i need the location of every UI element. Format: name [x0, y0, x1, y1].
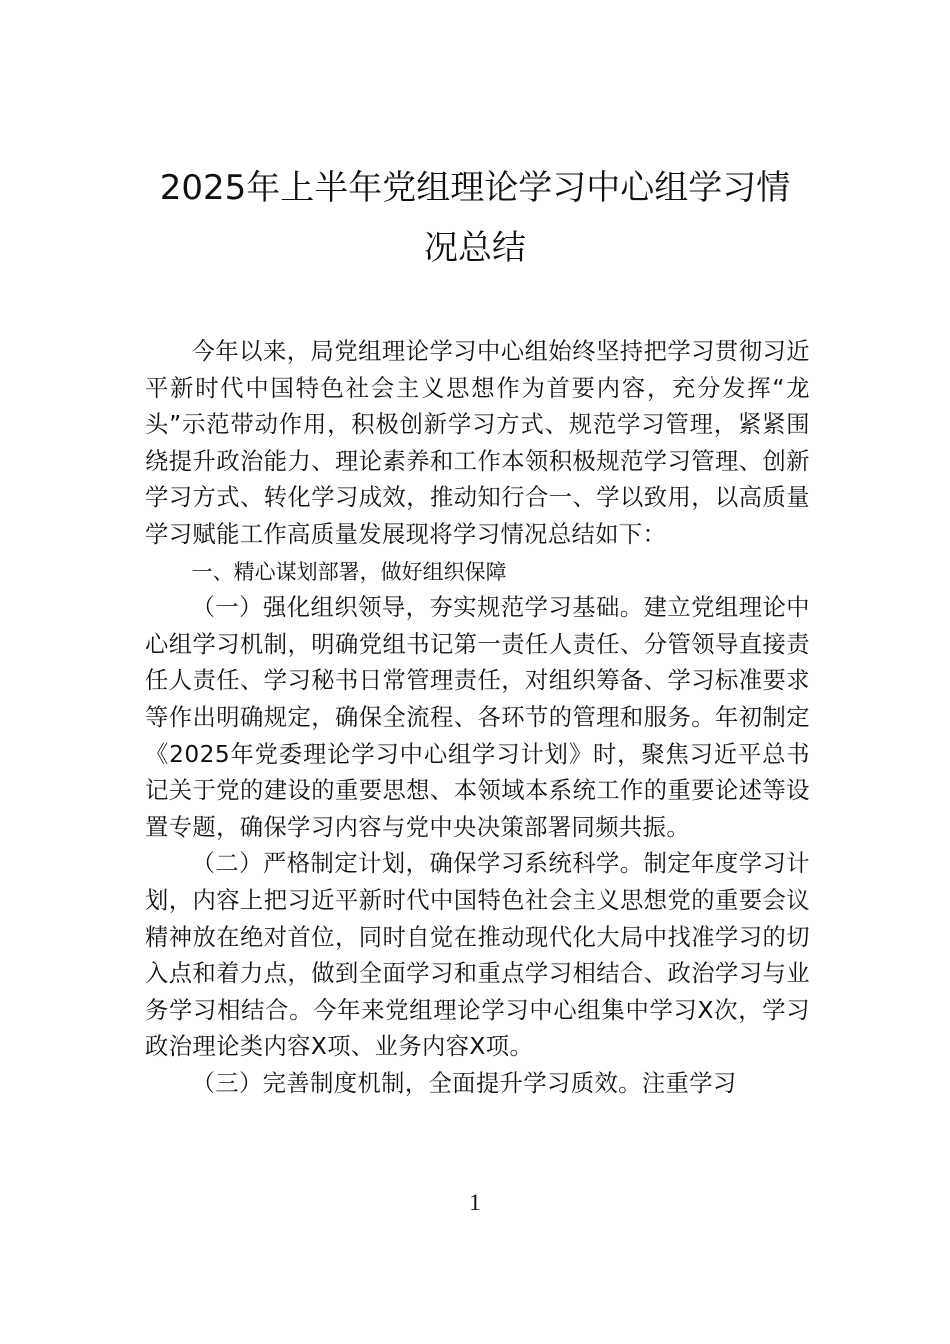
document-body — [145, 334, 810, 1102]
subsection-paragraph-1: （一）强化组织领导，夯实规范学习基础。建立党组理论中心组学习机制，明确党组书记第一责任人责任、分管领导直接责任人责任、学习秘书日常管理责任，对组织筹备、学习标准要求等作出明确规定，确保全流程、各环节的管理和服务。年初制定《2025年党委理论学习中心组学习计划》时，聚焦习近平总书记关于党的建设的重要思想、本领域本系统工作的重要论述等设置专题，确保学习内容与党中央决策部署同频共振。 — [145, 594, 810, 841]
subsection-paragraph-2: （二）严格制定计划，确保学习系统科学。制定年度学习计划，内容上把习近平新时代中国特色社会主义思想党的重要会议精神放在绝对首位，同时自觉在推动现代化大局中找准学习的切入点和着力点，做到全面学习和重点学习相结合、政治学习与业务学习相结合。今年来党组理论学习中心组集中学习X次，学习政治理论类内容X项、业务内容X项。 — [145, 850, 810, 1061]
intro-paragraph: 今年以来，局党组理论学习中心组始终坚持把学习贯彻习近平新时代中国特色社会主义思想作为首要内容，充分发挥“龙头”示范带动作用，积极创新学习方式、规范学习管理，紧紧围绕提升政治能力、理论素养和工作本领积极规范学习管理、创新学习方式、转化学习成效，推动知行合一、学以致用，以高质量学习赋能工作高质量发展现将学习情况总结如下： — [145, 338, 810, 548]
document-title-line-2: 况总结 — [424, 228, 526, 268]
page-number: 1 — [469, 1190, 481, 1215]
section-heading-1: 一、精心谋划部署，做好组织保障 — [191, 559, 507, 584]
subsection-paragraph-3: （三）完善制度机制，全面提升学习质效。注重学习 — [191, 1069, 737, 1097]
document-title-line-1: 2025年上半年党组理论学习中心组学习情 — [159, 168, 791, 208]
